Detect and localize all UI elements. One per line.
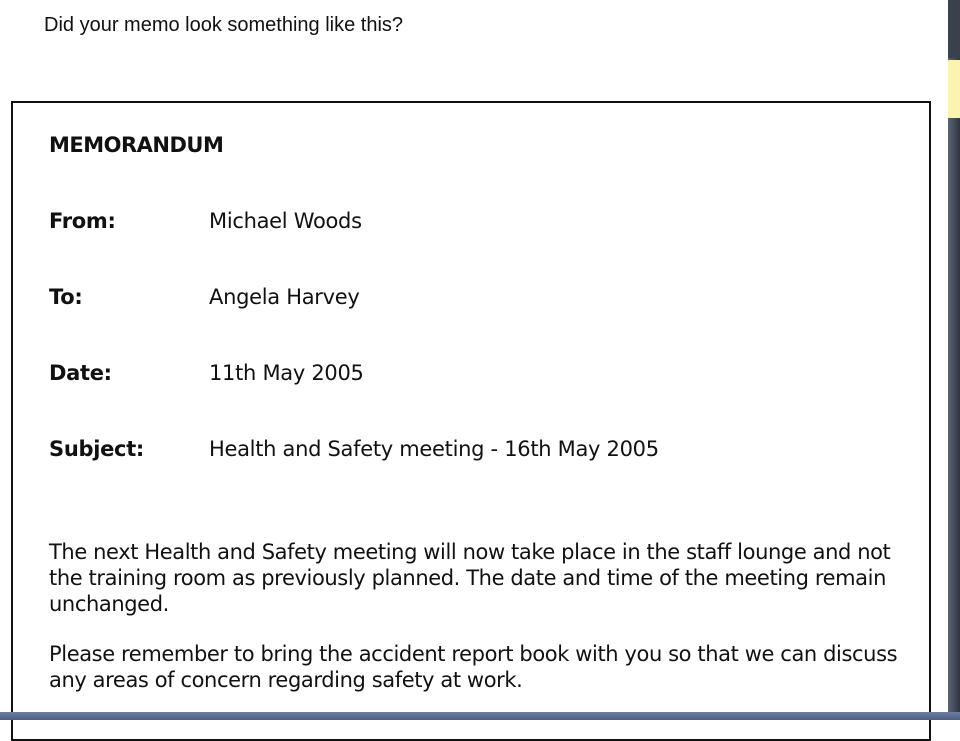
slide-question: Did your memo look something like this? [44,14,404,36]
memo-from-value: Michael Woods [209,209,362,233]
slide-side-accent-dark [948,0,960,58]
memo-body-paragraph: Please remember to bring the accident report book with you so that we can discuss any areas of concern regarding safety at work. [49,642,898,692]
memo-subject-label: Subject: [49,437,145,461]
memo-title: MEMORANDUM [49,133,224,157]
memo-date-label: Date: [49,361,112,385]
memo-to-value: Angela Harvey [209,285,360,309]
memo-body-paragraph: The next Health and Safety meeting will now take place in the staff lounge and not the training room as previously planned. The date and time of the meeting remain unchanged. [49,540,891,616]
memo-subject-value: Health and Safety meeting - 16th May 2005 [209,437,659,461]
memo-document [11,101,931,741]
memo-to-label: To: [49,285,83,309]
slide-side-accent-yellow [948,60,960,118]
memo-date-value: 11th May 2005 [209,361,364,385]
slide-bottom-bar [0,712,960,720]
memo-from-label: From: [49,209,116,233]
